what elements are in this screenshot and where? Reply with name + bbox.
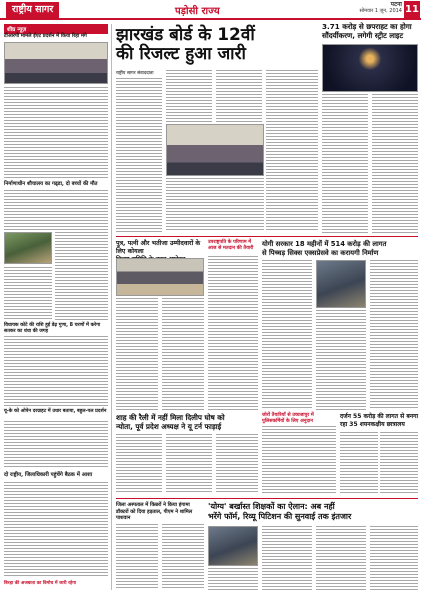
right-mid-headline-line1: दर्जन 55 करोड़ की लागत से बनगा xyxy=(340,413,419,420)
mid-left-body2 xyxy=(162,298,204,410)
right-mid-body2 xyxy=(380,432,418,494)
left-story2-photo xyxy=(4,232,52,264)
left-story2-headline: निर्माणाधीन शौचालय का गढ्डा, दो बच्चों की मौत xyxy=(4,181,98,187)
shah-headline-line2: न्योता, पूर्व प्रदेश अध्यक्ष ने यू टर्न फाड़ाई xyxy=(116,422,222,431)
left-story4-body xyxy=(4,421,108,469)
lead-body1 xyxy=(116,78,162,232)
mid-left-body1 xyxy=(116,298,158,410)
bottom-left-headline: जिला अस्पताल में किन्नरों ने किया हंगामा डॉक्टरों को दिया हड़ताल, पीएम ने शामिल पाशवान xyxy=(116,502,193,521)
lead-headline-line2: की रिजल्ट हुआ जारी xyxy=(116,44,246,64)
right-top-headline-line1: 3.71 करोड़ से छपराहट का होगा xyxy=(322,22,412,31)
right-top-body2 xyxy=(372,94,418,234)
lead-body2 xyxy=(166,70,212,122)
column-divider xyxy=(111,24,112,590)
left-story5-body xyxy=(4,482,108,578)
center-caption-body xyxy=(262,426,336,494)
mid-left-photo xyxy=(116,258,204,296)
left-tag: शीघ्र न्यूज़ xyxy=(4,24,108,34)
section-title: पड़ोसी राज्य xyxy=(175,6,220,17)
section-divider xyxy=(116,236,418,237)
mid-center-headline: उपराष्ट्रपति के परिणाम में आज से मतदान की तैयारी xyxy=(208,240,254,251)
left-story5-headline: दो राष्ट्रीय, जिलाधिकारी पहुंचेंगे बैठक में आशा xyxy=(4,472,93,478)
right-top-headline-line2: सौंदर्यीकरण, लगेगी स्ट्रीट लाइट xyxy=(322,31,404,40)
left-story2-body xyxy=(4,190,108,230)
mid-left-headline-line1: पुत्र, पत्नी और भतीजा उम्मीदवारों के लिए कोयला xyxy=(116,240,201,255)
yogi-headline xyxy=(262,240,418,257)
yogi-headline-line2: से पिच्चड़ सिक्स एक्सप्रेसवे का करायगी निर्माण xyxy=(262,248,379,257)
bottom-main-body0 xyxy=(208,568,258,590)
right-top-body1 xyxy=(322,94,368,234)
lead-body4 xyxy=(266,70,318,232)
bottom-main-photo xyxy=(208,526,258,566)
bottom-left-body1 xyxy=(116,524,158,590)
bottom-left-body2 xyxy=(162,524,204,590)
left-story4-headline: यू-के को ओपेन दरग्राहट में उधार बताया, बहुल-पल प्रदर्शन xyxy=(4,409,107,414)
bottom-main-headline-line1: 'योग्य' बर्खास्त शिक्षकों का ऐलान: अब नहीं xyxy=(208,502,335,511)
left-story3-body xyxy=(4,336,108,406)
lead-body5 xyxy=(166,178,264,232)
lead-headline-line1: झारखंड बोर्ड के 12वीं xyxy=(116,25,255,45)
bottom-main-headline-line2: भरेंगे फॉर्म, रिव्यू पिटिशन की सुनवाई तक इंतजार xyxy=(208,512,352,521)
left-story1-photo xyxy=(4,42,108,84)
dateline-date: सोमवार 1 जून, 2014 xyxy=(359,8,402,14)
newspaper-brand: राष्ट्रीय सागर xyxy=(6,2,59,18)
yogi-headline-line1: योगी सरकार 18 महीनों में 514 करोड़ की लागत xyxy=(262,240,387,248)
dateline-city: पटना xyxy=(390,1,402,8)
bottom-main-body2 xyxy=(316,526,366,590)
shah-headline xyxy=(116,413,258,431)
lead-photo-main xyxy=(166,124,264,176)
bottom-divider xyxy=(116,498,418,499)
right-top-photo xyxy=(322,44,418,92)
yogi-photo xyxy=(316,260,366,308)
bottom-main-headline xyxy=(208,502,418,522)
left-story1-body xyxy=(4,87,108,180)
right-mid-headline xyxy=(340,413,418,429)
page-number: 11 xyxy=(404,1,420,19)
shah-body1 xyxy=(116,434,162,494)
dateline xyxy=(318,2,402,14)
right-mid-headline-line2: रहा 35 शयनकक्षीय छात्रालय xyxy=(340,421,405,428)
center-caption-headline: जोरों तैयारियाँ से उच्चजापुर में पुलिसकर्मियों के लिए अनुदान xyxy=(262,413,314,424)
shah-headline-line1: शाह की रैली में नहीं मिला दिलीप घोष को xyxy=(116,413,225,422)
shah-body3 xyxy=(216,434,258,494)
lead-byline: राष्ट्रीय सागर संवाददाता xyxy=(116,71,154,76)
yogi-body2 xyxy=(316,310,366,410)
left-story3-headline: विधायक कोटे की राशि हुई डेढ़ गुणा, 8 चरणों में करेगा सतकर का धंधा की जगह xyxy=(4,323,101,334)
yogi-body3 xyxy=(370,260,418,410)
right-top-headline xyxy=(322,22,418,40)
lead-body3 xyxy=(216,70,262,122)
bottom-main-body3 xyxy=(370,526,418,590)
lead-headline xyxy=(116,26,318,64)
left-bottom-caption: बिरहा की अजबाता का विमोच में जारी रहेगा xyxy=(4,581,77,586)
bottom-main-body1 xyxy=(262,526,312,590)
left-story2-body2 xyxy=(55,232,108,320)
left-story1-headline: टीआरपी मामले ईएट प्रदर्शन में किया रिहा मंगे xyxy=(4,33,87,39)
mid-center-body xyxy=(208,256,258,410)
right-mid-body1 xyxy=(340,432,378,494)
shah-body2 xyxy=(166,434,212,494)
left-story2-body3 xyxy=(4,267,52,320)
